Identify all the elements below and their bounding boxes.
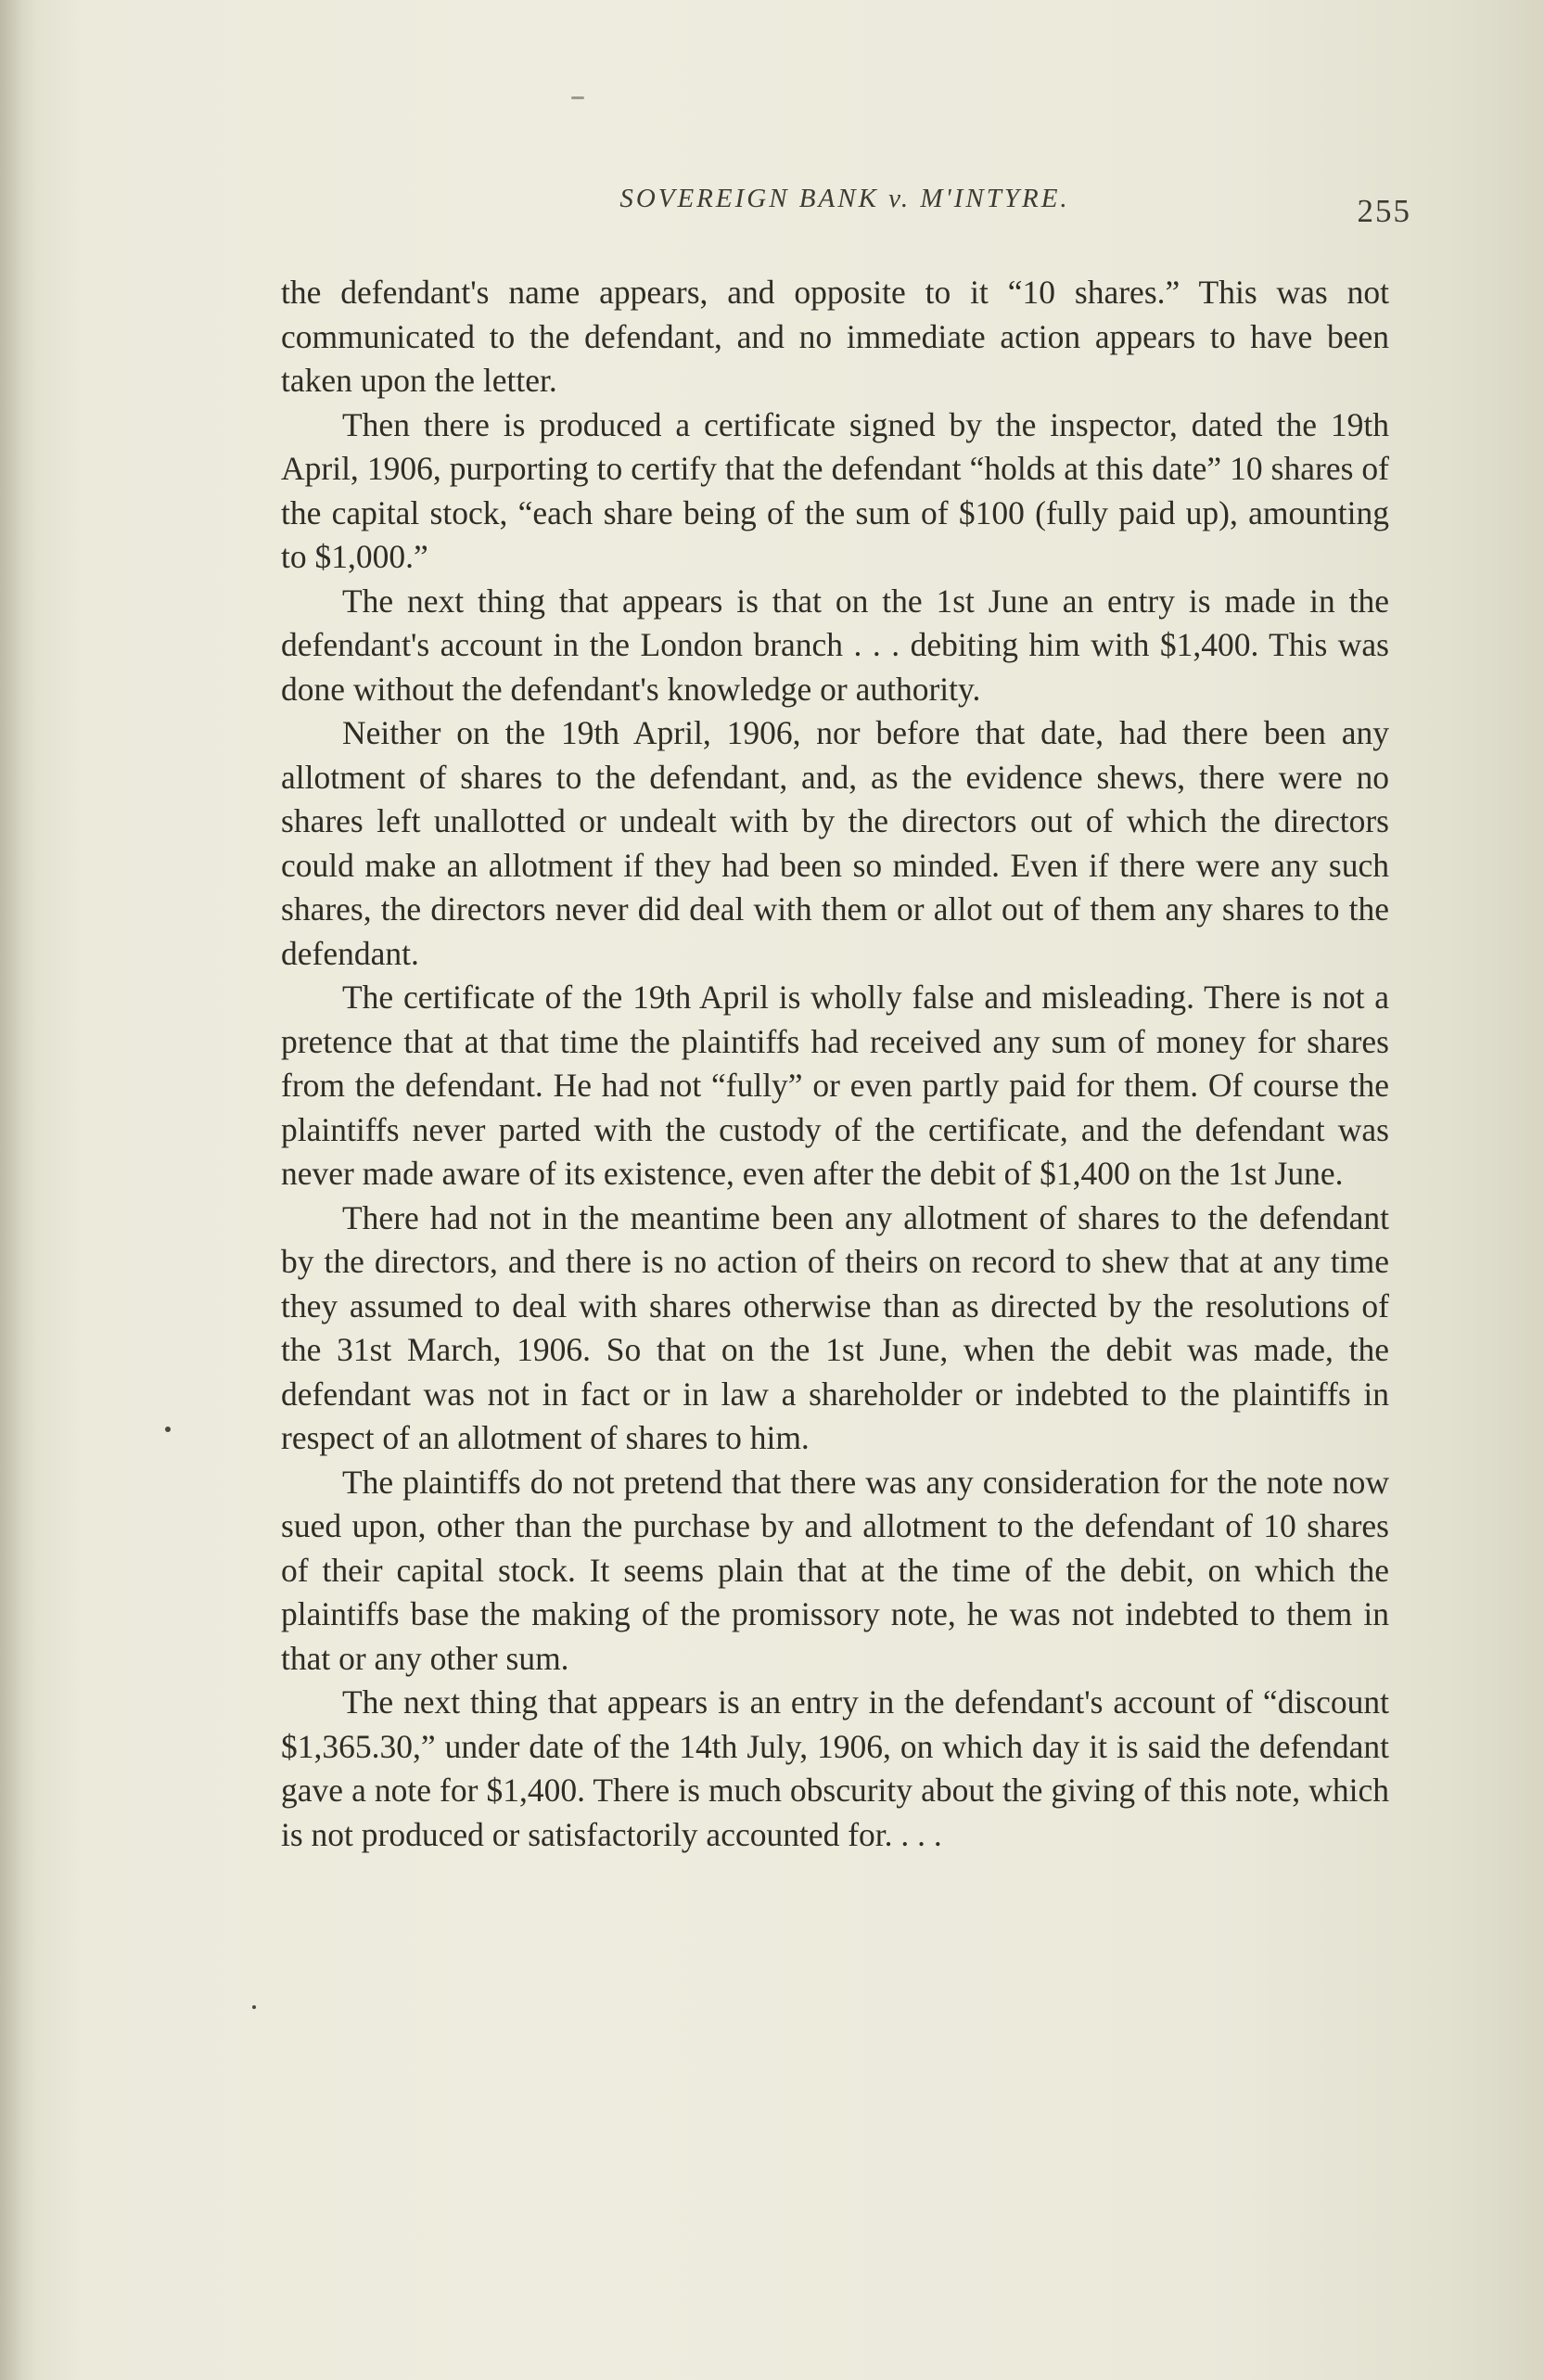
ink-speck	[571, 96, 584, 99]
body-text	[281, 271, 1389, 1857]
ink-speck	[252, 2005, 256, 2009]
paragraph: The next thing that appears is an entry in the defendant's account of “discount $1,365.30,” under date of the 14th July, 1906, on which day it is said the defendant gave a note for $1,400. There is much obscurity about the giving of this note, which is not produced or satisfactorily accounted for. . . .	[281, 1683, 1389, 1853]
paragraph: Neither on the 19th April, 1906, nor before that date, had there been any allotment of shares to the defendant, and, as the evidence shews, there were no shares left unallotted or undealt with by the directors out of which the directors could make an allotment if they had been so minded. Even if there were any such shares, the directors never did deal with them or allot out of them any shares to the defendant.	[281, 714, 1389, 972]
page-gutter	[0, 0, 20, 2380]
page-header	[278, 176, 1411, 232]
paragraph: There had not in the meantime been any allotment of shares to the defendant by the directors, and there is no action of theirs on record to shew that at any time they assumed to deal with shares otherwise than as directed by the resolutions of the 31st March, 1906. So that on the 1st June, when the debit was made, the defendant was not in fact or in law a shareholder or indebted to the plaintiffs in respect of an allotment of shares to him.	[281, 1198, 1389, 1456]
running-head: SOVEREIGN BANK v. M'INTYRE.	[619, 184, 1070, 213]
ink-speck	[165, 1427, 171, 1432]
paragraph: Then there is produced a certificate signed by the inspector, dated the 19th April, 1906, purporting to certify that the defendant “holds at this date” 10 shares of the capital stock, “each share being of the sum of $100 (fully paid up), amounting to $1,000.”	[281, 405, 1389, 575]
paragraph: The next thing that appears is that on the 1st June an entry is made in the defendant's account in the London branch . . . debiting him with $1,400. This was done without the defendant's knowledge or authority.	[281, 582, 1389, 708]
paragraph: The plaintiffs do not pretend that there was any consideration for the note now sued upon, other than the purchase by and allotment to the defendant of 10 shares of their capital stock. It seems plain that at the time of the debit, on which the plaintiffs base the making of the promissory note, he was not indebted to them in that or any other sum.	[281, 1463, 1389, 1677]
page-number: 255	[1357, 193, 1411, 229]
paragraph: the defendant's name appears, and opposite to it “10 shares.” This was not communicated to the defendant, and no immediate action appears to have been taken upon the letter.	[281, 274, 1389, 399]
paragraph: The certificate of the 19th April is wholly false and misleading. There is not a pretence that at that time the plaintiffs had received any sum of money for shares from the defendant. He had not “fully” or even partly paid for them. Of course the plaintiffs never parted with the custody of the certificate, and the defendant was never made aware of its existence, even after the debit of $1,400 on the 1st June.	[281, 979, 1389, 1192]
